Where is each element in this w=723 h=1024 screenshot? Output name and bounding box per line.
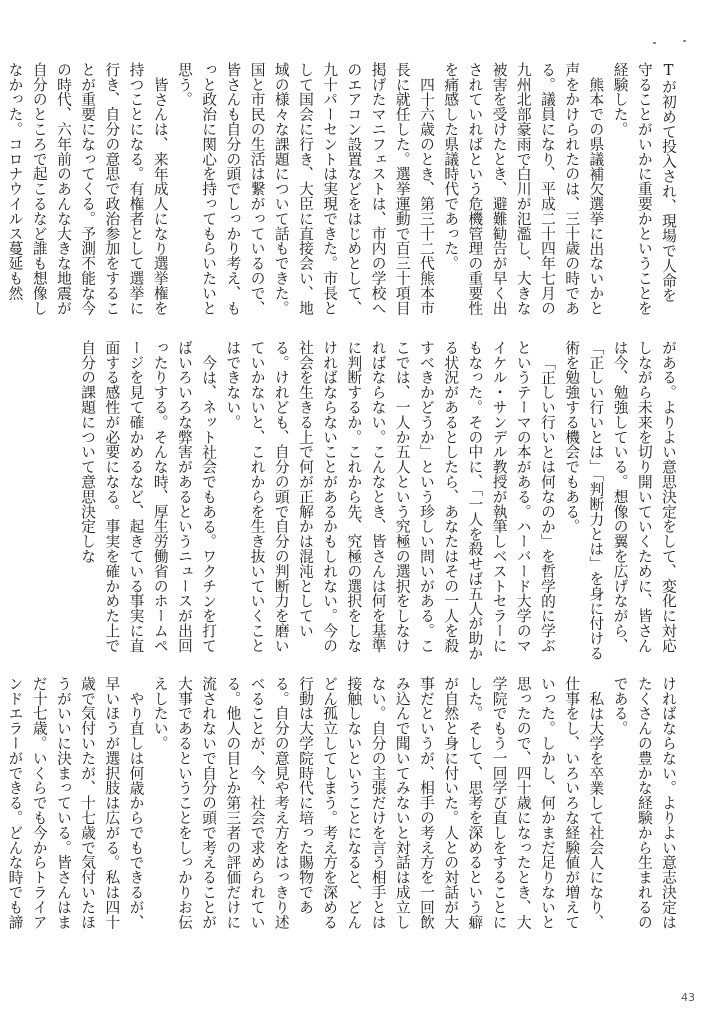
paragraph: やり直しは何歳からでもできるが、早いほうが選択肢は広がる。私は四十歳で気付いたが、十七歳で気付いたほうがいいに決まっている。皆さんはまだ十七歳。いくらでも今からトライアンドエラーができる。どんな時でも諦 xyxy=(6,676,145,930)
paragraph: 今は、ネット社会でもある。ワクチンを打てばいろいろな弊害があるというニュースが出回ったりする。そんな時、厚生労働省のホームページを見て確かめるなど、起きている事実に直面する感性が必要になる。事実を確かめた上で自分の課題について意思決定しな xyxy=(79,340,218,653)
paragraph: 四十六歳のとき、第三十二代熊本市長に就任した。選挙運動で百三十項目掲げたマニフェストは、市内の学校へのエアコン設置などをはじめとして、九十パーセントは実現できた。市長として国会に行き、大臣に直接会い、地域の様々な課題について話もできた。国と市民の生活は繋がっているので、皆さんも自分の頭でしっかり考え、もっと政治に関心を持ってもらいたいと思う。 xyxy=(175,62,435,316)
text-block-top xyxy=(6,62,680,317)
page-number: 43 xyxy=(681,991,695,1004)
text-block-bottom xyxy=(6,676,680,931)
scan-speck xyxy=(653,42,656,44)
paragraph: 「正しい行いとは何なのか」を哲学的に学ぶというテーマの本がある。ハーバード大学のマイケル・サンデル教授が執筆しベストセラーにもなった。その中に、「一人を殺せば五人が助かる状況があるとしたら、あなたはその一人を殺すべきかどうか」という珍しい問いがある。ここでは、一人か五人という究極の選択をしなければならない。こんなとき、皆さんは何を基準に判断するか。これから先、究極の選択をしなければならないことがあるかもしれない。今の社会を生きる上で何が正解かは混沌としている。けれども、自分の頭で自分の判断力を磨いていかないと、これからを生き抜いていくことはできない。 xyxy=(224,340,556,661)
scan-speck xyxy=(683,40,686,42)
paragraph: 皆さんは、来年成人になり選挙権を持つことになる。有権者として選挙に行き、自分の意思で政治参加をすることが重要になってくる。予測不能な今の時代、六年前のあんな大きな地震が自分のところで起こるなど誰も想像しなかった。コロナウイルス蔓延も然 xyxy=(6,62,169,316)
text-block-middle xyxy=(62,340,680,662)
paragraph: 熊本での県議補欠選挙に出ないかと声をかけられたのは、三十歳の時である。議員になり、平成二十四年七月の九州北部豪雨で白川が氾濫し、大きな被害を受けたとき、避難勧告が早く出されていればという危機管理の重要性を痛感した県議時代であった。 xyxy=(442,62,605,316)
paragraph: ければならない。よりよい意志決定はたくさんの豊かな経験から生まれるのである。 xyxy=(611,676,677,930)
paragraph: がある。よりよい意思決定をして、変化に対応しながら未来を切り開いていくために、皆さんは今、勉強している。想像の翼を広げながら、「正しい行いとは」「判断力とは」を身に付ける術を勉強する機会でもある。 xyxy=(563,340,677,661)
paragraph: Tが初めて投入され、現場で人命を守ることがいかに重要かということを経験した。 xyxy=(611,62,677,316)
paragraph: 私は大学を卒業して社会人になり、仕事をし、いろいろな経験値が増えていった。しかし、何かまだ足りないと思ったので、四十歳になったとき、大学院でもう一回学び直しをすることにした。そして、思考を深めるという癖が自然と身に付いた。人との対話が大事だというが、相手の考え方を一回飲み込んで聞いてみないと対話は成立しない。自分の主張だけを言う相手とは接触しないということになると、どんどん孤立してしまう。考え方を深める行動は大学院時代に培った賜物である。自分の意見や考え方をはっきり述べることが、今、社会で求められている。他人の目とか第三者の評価だけに流されないで自分の頭で考えることが大事であるということをしっかりお伝えしたい。 xyxy=(151,676,605,930)
